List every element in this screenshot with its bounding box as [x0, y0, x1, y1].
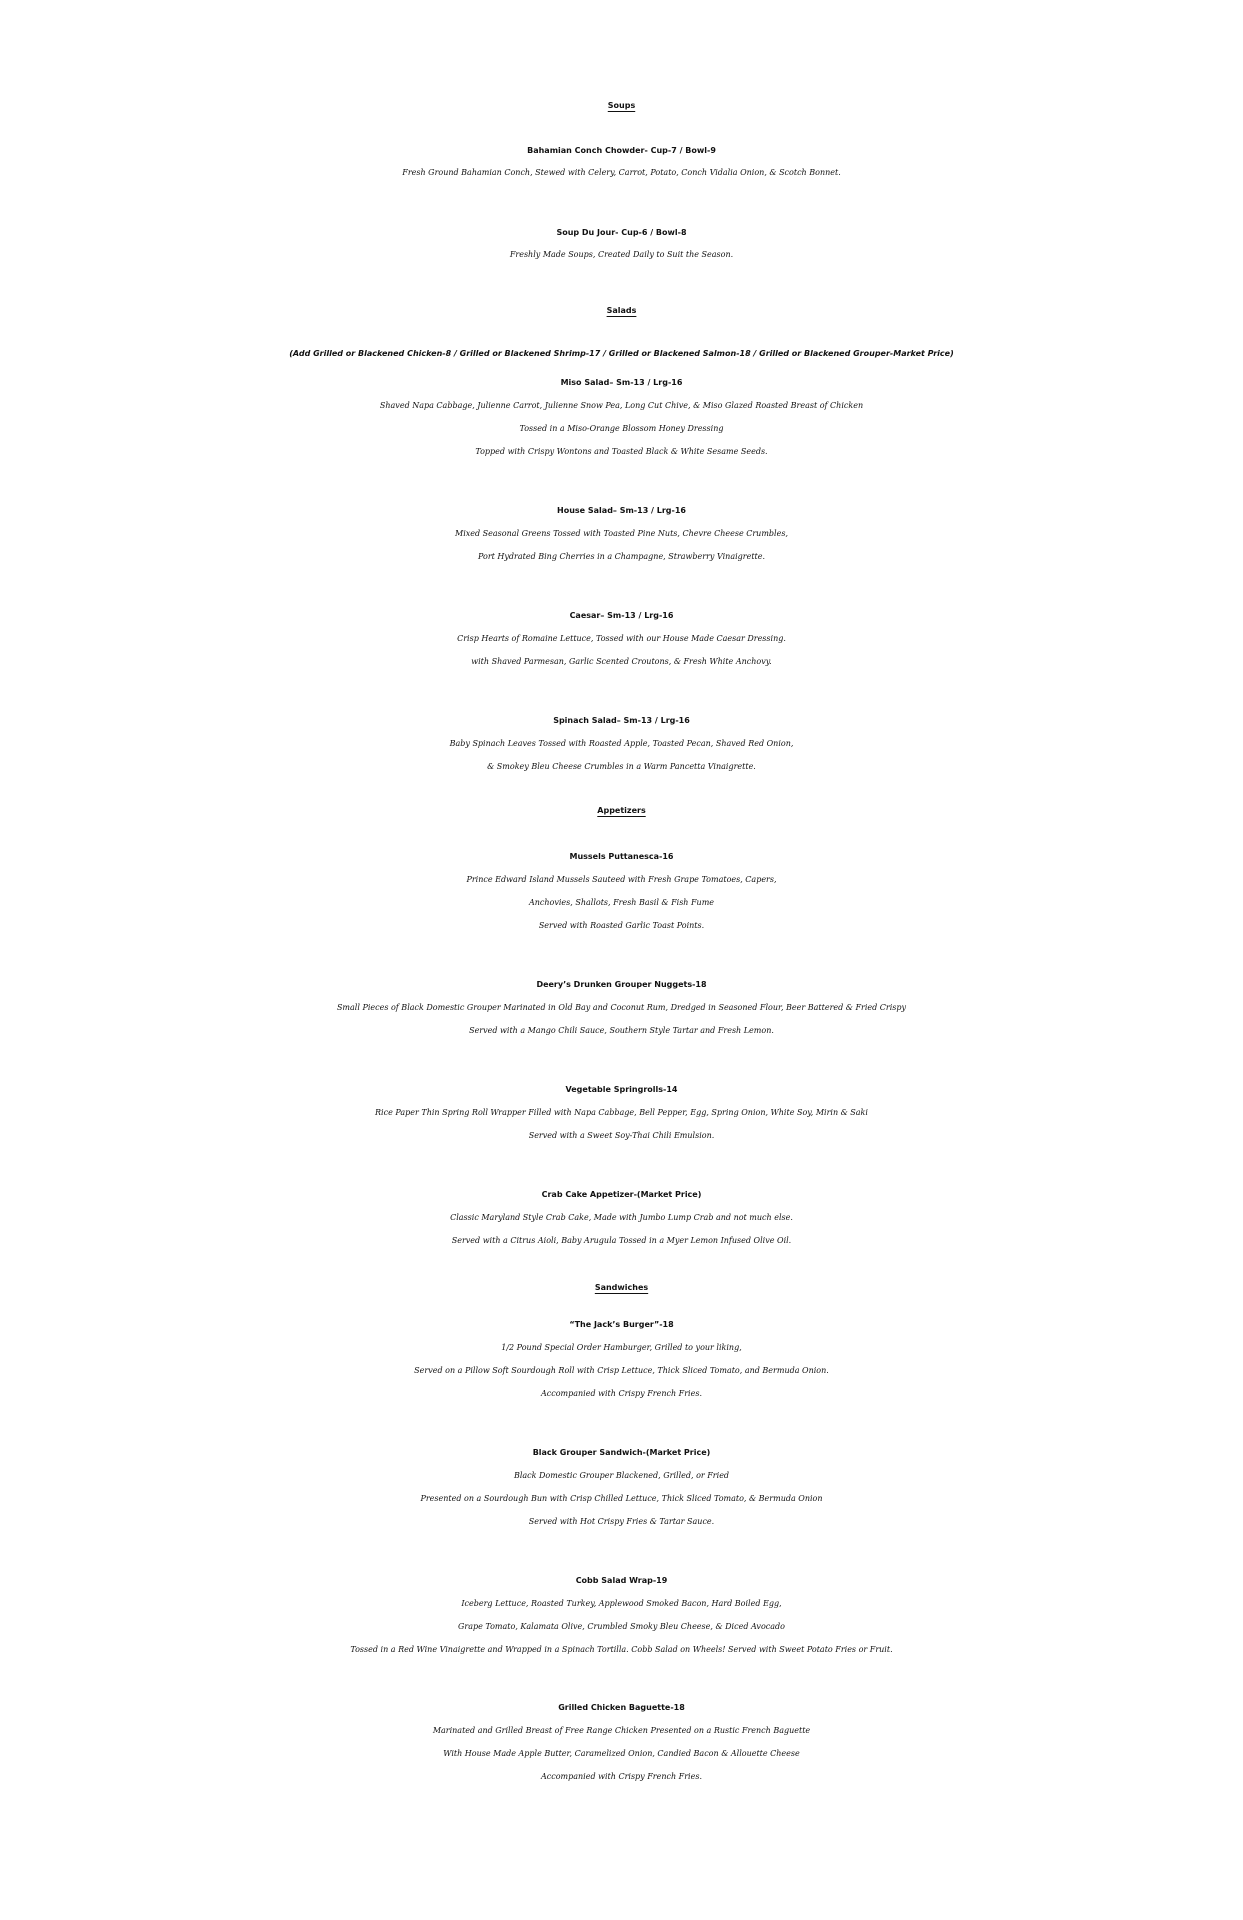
- menu-item-description: Grape Tomato, Kalamata Olive, Crumbled Smoky Bleu Cheese, & Diced Avocado: [458, 1622, 785, 1631]
- sandwiches-heading: Sandwiches: [594, 1283, 649, 1292]
- menu-item-description: Fresh Ground Bahamian Conch, Stewed with Celery, Carrot, Potato, Conch Vidalia Onion, & Scotch Bonnet.: [402, 168, 841, 177]
- menu-item-description: Iceberg Lettuce, Roasted Turkey, Applewood Smoked Bacon, Hard Boiled Egg,: [461, 1599, 782, 1608]
- menu-item-title: “The Jack’s Burger”-18: [569, 1320, 674, 1329]
- soups-heading: Soups: [607, 101, 636, 110]
- menu-item-description: Rice Paper Thin Spring Roll Wrapper Filled with Napa Cabbage, Bell Pepper, Egg, Spring Onion, White Soy, Mirin & Saki: [375, 1108, 868, 1117]
- menu-item-description: Accompanied with Crispy French Fries.: [540, 1772, 702, 1781]
- menu-item-description: Served with Roasted Garlic Toast Points.: [538, 921, 705, 930]
- menu-item-title: House Salad– Sm-13 / Lrg-16: [557, 506, 686, 515]
- menu-item-description: Freshly Made Soups, Created Daily to Suit the Season.: [509, 250, 734, 259]
- menu-item-description: Topped with Crispy Wontons and Toasted Black & White Sesame Seeds.: [475, 447, 768, 456]
- menu-item-description: Shaved Napa Cabbage, Julienne Carrot, Julienne Snow Pea, Long Cut Chive, & Miso Glazed Roasted Breast of Chicken: [379, 401, 864, 410]
- menu-item-title: Grilled Chicken Baguette-18: [558, 1703, 685, 1712]
- menu-item-description: Crisp Hearts of Romaine Lettuce, Tossed with our House Made Caesar Dressing.: [457, 634, 786, 643]
- menu-item-description: Mixed Seasonal Greens Tossed with Toasted Pine Nuts, Chevre Cheese Crumbles,: [455, 529, 788, 538]
- menu-item-title: Spinach Salad– Sm-13 / Lrg-16: [553, 716, 690, 725]
- menu-item-description: Classic Maryland Style Crab Cake, Made with Jumbo Lump Crab and not much else.: [450, 1213, 793, 1222]
- salads-add-protein-note: (Add Grilled or Blackened Chicken-8 / Grilled or Blackened Shrimp-17 / Grilled or Blackened Salmon-18 / Grilled or Blackened Grouper-Market Price): [289, 349, 954, 358]
- menu-item-title: Black Grouper Sandwich-(Market Price): [532, 1448, 711, 1457]
- menu-item-title: Bahamian Conch Chowder- Cup-7 / Bowl-9: [527, 146, 716, 155]
- menu-item-description: with Shaved Parmesan, Garlic Scented Croutons, & Fresh White Anchovy.: [471, 657, 772, 666]
- menu-item-title: Caesar– Sm-13 / Lrg-16: [569, 611, 674, 620]
- menu-item-description: Served with a Citrus Aioli, Baby Arugula Tossed in a Myer Lemon Infused Olive Oil.: [451, 1236, 792, 1245]
- menu-item-description: Prince Edward Island Mussels Sauteed with Fresh Grape Tomatoes, Capers,: [466, 875, 777, 884]
- menu-item-description: Served with a Mango Chili Sauce, Southern Style Tartar and Fresh Lemon.: [469, 1026, 774, 1035]
- menu-item-description: Accompanied with Crispy French Fries.: [540, 1389, 702, 1398]
- salads-heading: Salads: [606, 306, 637, 315]
- menu-item-description: Served with Hot Crispy Fries & Tartar Sauce.: [528, 1517, 715, 1526]
- menu-item-description: 1/2 Pound Special Order Hamburger, Grilled to your liking,: [501, 1343, 742, 1352]
- menu-item-description: Small Pieces of Black Domestic Grouper Marinated in Old Bay and Coconut Rum, Dredged in Seasoned Flour, Beer Battered & Fried Crispy: [336, 1003, 907, 1012]
- menu-item-description: Tossed in a Red Wine Vinaigrette and Wrapped in a Spinach Tortilla. Cobb Salad on Wheels! Served with Sweet Potato Fries or Fruit.: [350, 1645, 893, 1654]
- menu-item-title: Crab Cake Appetizer-(Market Price): [541, 1190, 702, 1199]
- menu-item-title: Cobb Salad Wrap-19: [575, 1576, 668, 1585]
- menu-item-description: Baby Spinach Leaves Tossed with Roasted Apple, Toasted Pecan, Shaved Red Onion,: [449, 739, 794, 748]
- menu-item-title: Mussels Puttanesca-16: [569, 852, 674, 861]
- menu-item-description: Presented on a Sourdough Bun with Crisp Chilled Lettuce, Thick Sliced Tomato, & Bermuda Onion: [420, 1494, 823, 1503]
- appetizers-heading: Appetizers: [597, 806, 646, 815]
- menu-item-description: & Smokey Bleu Cheese Crumbles in a Warm Pancetta Vinaigrette.: [487, 762, 756, 771]
- menu-item-title: Soup Du Jour- Cup-6 / Bowl-8: [556, 228, 687, 237]
- menu-item-description: Tossed in a Miso-Orange Blossom Honey Dressing: [519, 424, 724, 433]
- menu-item-title: Deery’s Drunken Grouper Nuggets-18: [536, 980, 707, 989]
- menu-item-description: Anchovies, Shallots, Fresh Basil & Fish Fume: [528, 898, 715, 907]
- menu-item-description: Black Domestic Grouper Blackened, Grilled, or Fried: [513, 1471, 730, 1480]
- menu-item-description: Port Hydrated Bing Cherries in a Champagne, Strawberry Vinaigrette.: [477, 552, 766, 561]
- menu-item-description: With House Made Apple Butter, Caramelized Onion, Candied Bacon & Allouette Cheese: [443, 1749, 800, 1758]
- menu-item-description: Served on a Pillow Soft Sourdough Roll with Crisp Lettuce, Thick Sliced Tomato, and Bermuda Onion.: [414, 1366, 829, 1375]
- menu-item-title: Vegetable Springrolls-14: [565, 1085, 678, 1094]
- menu-item-description: Served with a Sweet Soy-Thai Chili Emulsion.: [528, 1131, 715, 1140]
- menu-item-title: Miso Salad– Sm-13 / Lrg-16: [560, 378, 683, 387]
- menu-item-description: Marinated and Grilled Breast of Free Range Chicken Presented on a Rustic French Baguette: [432, 1726, 811, 1735]
